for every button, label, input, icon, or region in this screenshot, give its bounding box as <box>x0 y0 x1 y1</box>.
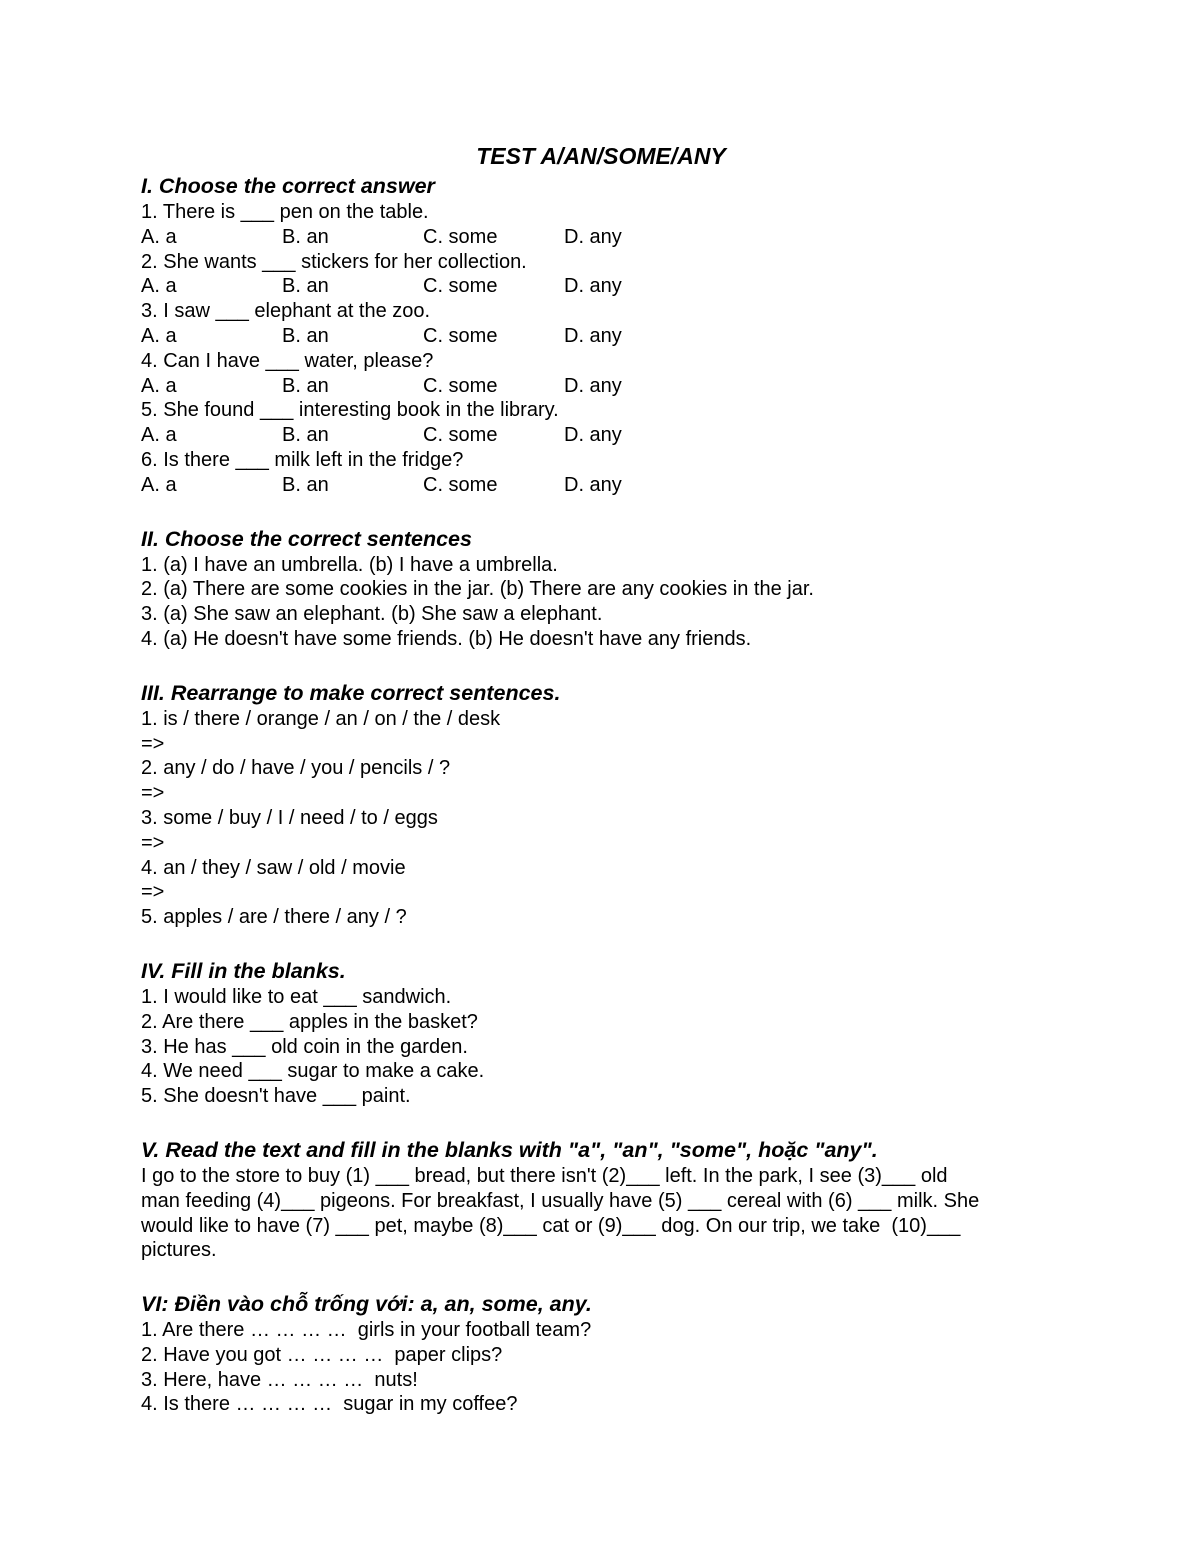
option-b: B. an <box>282 324 329 347</box>
section-2 <box>141 526 1061 652</box>
list-item: 3. some / buy / I / need / to / eggs <box>141 806 438 829</box>
list-item: 4. (a) He doesn't have some friends. (b) He doesn't have any friends. <box>141 627 752 650</box>
option-a: A. a <box>141 473 177 496</box>
list-item: 3. He has ___ old coin in the garden. <box>141 1035 468 1058</box>
list-item: 2. any / do / have / you / pencils / ? <box>141 757 451 780</box>
paragraph-line: pictures. <box>141 1239 217 1262</box>
option-b: B. an <box>282 473 329 496</box>
option-a: A. a <box>141 324 177 347</box>
section-1 <box>141 173 1061 498</box>
answer-options <box>141 423 1061 448</box>
section-6-heading: VI: Điền vào chỗ trống với: a, an, some, any. <box>141 1292 592 1317</box>
list-item: 2. Are there ___ apples in the basket? <box>141 1010 478 1033</box>
section-3 <box>141 680 1061 930</box>
option-a: A. a <box>141 275 177 298</box>
option-c: C. some <box>423 275 498 298</box>
option-a: A. a <box>141 424 177 447</box>
answer-options <box>141 225 1061 250</box>
paragraph-line: would like to have (7) ___ pet, maybe (8)___ cat or (9)___ dog. On our trip, we take (10)___ <box>141 1214 961 1237</box>
question <box>141 398 1061 448</box>
option-d: D. any <box>564 324 622 347</box>
spacer <box>141 498 1061 526</box>
list-item: 4. an / they / saw / old / movie <box>141 856 406 879</box>
question-text: 5. She found ___ interesting book in the library. <box>141 399 559 422</box>
question <box>141 299 1061 349</box>
question <box>141 200 1061 250</box>
spacer <box>141 1109 1061 1137</box>
option-d: D. any <box>564 374 622 397</box>
question <box>141 250 1061 300</box>
option-b: B. an <box>282 275 329 298</box>
question-text: 4. Can I have ___ water, please? <box>141 349 434 372</box>
list-item: 2. Have you got … … … … paper clips? <box>141 1343 503 1366</box>
paragraph-line: man feeding (4)___ pigeons. For breakfast, I usually have (5) ___ cereal with (6) ___ milk. She <box>141 1189 980 1212</box>
list-item: 4. Is there … … … … sugar in my coffee? <box>141 1393 518 1416</box>
list-item: 2. (a) There are some cookies in the jar. (b) There are any cookies in the jar. <box>141 578 814 601</box>
spacer <box>141 1263 1061 1291</box>
option-b: B. an <box>282 374 329 397</box>
option-d: D. any <box>564 225 622 248</box>
worksheet <box>141 142 1061 1417</box>
answer-options <box>141 274 1061 299</box>
section-6 <box>141 1291 1061 1417</box>
question-text: 3. I saw ___ elephant at the zoo. <box>141 300 431 323</box>
list-item: 3. (a) She saw an elephant. (b) She saw a elephant. <box>141 603 603 626</box>
option-c: C. some <box>423 374 498 397</box>
list-item: 1. I would like to eat ___ sandwich. <box>141 985 452 1008</box>
question-text: 2. She wants ___ stickers for her collection. <box>141 250 527 273</box>
option-b: B. an <box>282 424 329 447</box>
question <box>141 448 1061 498</box>
list-item: 1. (a) I have an umbrella. (b) I have a umbrella. <box>141 553 558 576</box>
paragraph-line: I go to the store to buy (1) ___ bread, but there isn't (2)___ left. In the park, I see (3)___ old <box>141 1164 948 1187</box>
list-item: 4. We need ___ sugar to make a cake. <box>141 1060 485 1083</box>
section-1-heading: I. Choose the correct answer <box>141 174 435 198</box>
option-c: C. some <box>423 324 498 347</box>
spacer <box>141 930 1061 958</box>
answer-options <box>141 473 1061 498</box>
section-5 <box>141 1137 1061 1263</box>
option-b: B. an <box>282 225 329 248</box>
spacer <box>141 652 1061 680</box>
option-c: C. some <box>423 225 498 248</box>
question-text: 6. Is there ___ milk left in the fridge? <box>141 448 464 471</box>
answer-arrow: => <box>141 782 165 805</box>
option-d: D. any <box>564 275 622 298</box>
option-a: A. a <box>141 374 177 397</box>
answer-options <box>141 374 1061 399</box>
question-text: 1. There is ___ pen on the table. <box>141 201 429 223</box>
page-title: TEST A/AN/SOME/ANY <box>476 143 726 169</box>
option-d: D. any <box>564 424 622 447</box>
section-4-heading: IV. Fill in the blanks. <box>141 958 346 983</box>
list-item: 3. Here, have … … … … nuts! <box>141 1368 418 1391</box>
list-item: 1. is / there / orange / an / on / the / desk <box>141 707 501 730</box>
option-a: A. a <box>141 225 177 248</box>
option-d: D. any <box>564 473 622 496</box>
list-item: 1. Are there … … … … girls in your football team? <box>141 1319 592 1342</box>
option-c: C. some <box>423 424 498 447</box>
section-3-heading: III. Rearrange to make correct sentences. <box>141 680 561 705</box>
section-4 <box>141 958 1061 1109</box>
section-5-heading: V. Read the text and fill in the blanks with "a", "an", "some", hoặc "any". <box>141 1137 878 1162</box>
answer-arrow: => <box>141 831 165 854</box>
option-c: C. some <box>423 473 498 496</box>
answer-arrow: => <box>141 881 165 904</box>
answer-options <box>141 324 1061 349</box>
section-2-heading: II. Choose the correct sentences <box>141 526 472 551</box>
list-item: 5. apples / are / there / any / ? <box>141 906 407 929</box>
list-item: 5. She doesn't have ___ paint. <box>141 1085 411 1108</box>
question <box>141 349 1061 399</box>
answer-arrow: => <box>141 732 165 755</box>
